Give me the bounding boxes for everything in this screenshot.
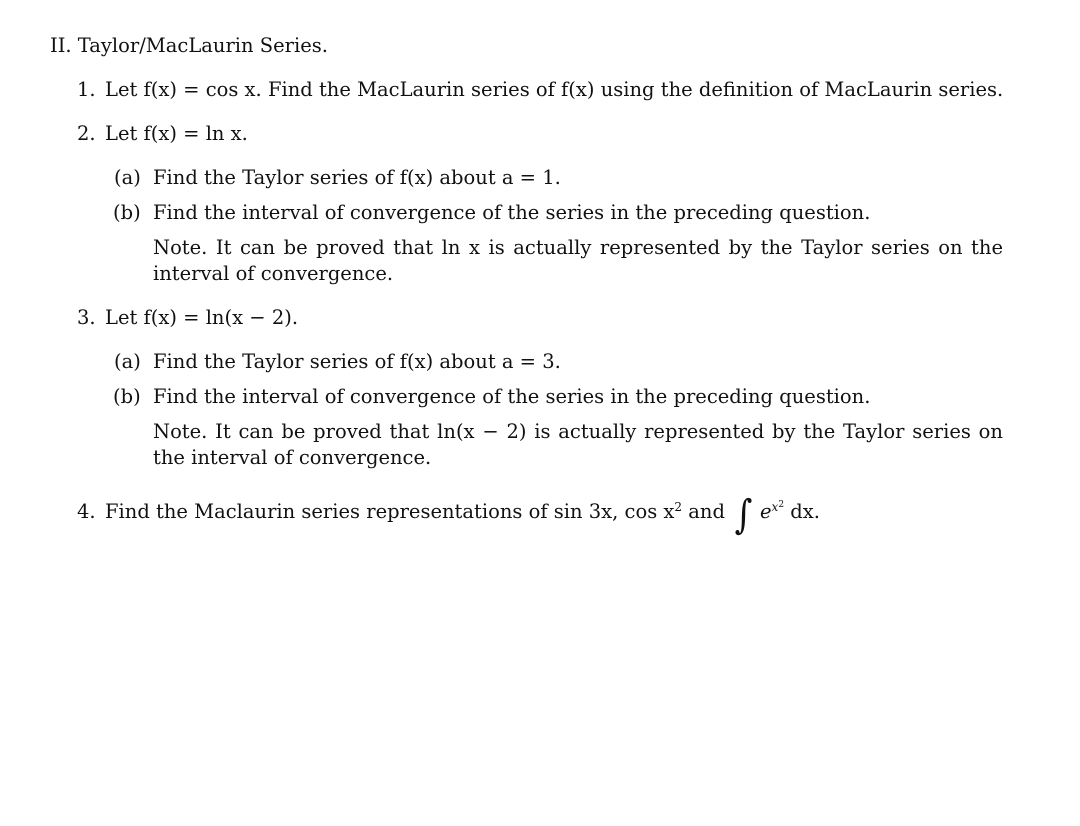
problem-2-number: 2. xyxy=(77,122,96,145)
problem-2a-text: Find the Taylor series of f(x) about a = 1. xyxy=(153,166,561,189)
problem-4-text-before: Find the Maclaurin series representations of sin 3x, cos x xyxy=(105,500,675,523)
problem-4-text-mid: and xyxy=(682,500,732,523)
section-heading: II. Taylor/MacLaurin Series. xyxy=(50,34,328,57)
problem-4-number: 4. xyxy=(77,500,96,523)
problem-2b-label: (b) xyxy=(113,201,141,224)
problem-4-text-after: dx. xyxy=(784,500,820,523)
problem-4-sup: 2 xyxy=(674,500,683,514)
problem-3-text: Let f(x) = ln(x − 2). xyxy=(105,306,299,329)
problem-2-note: Note. It can be proved that ln x is actually represented by the Taylor series on the interval of convergence. xyxy=(153,236,1003,285)
problem-3a-label: (a) xyxy=(114,350,141,373)
problem-3b-text: Find the interval of convergence of the series in the preceding question. xyxy=(153,385,871,408)
problem-3a-text: Find the Taylor series of f(x) about a = 3. xyxy=(153,350,561,373)
problem-1-number: 1. xyxy=(77,78,96,101)
integrand-exp-var: x xyxy=(771,500,779,514)
integral-sign: ∫ xyxy=(734,492,753,538)
problem-2-text: Let f(x) = ln x. xyxy=(105,122,248,145)
problem-3-note: Note. It can be proved that ln(x − 2) is actually represented by the Taylor series on the interval of convergence. xyxy=(153,420,1003,469)
integrand-exponent xyxy=(772,500,785,514)
problem-2a-label: (a) xyxy=(114,166,141,189)
problem-2b-text: Find the interval of convergence of the series in the preceding question. xyxy=(153,201,871,224)
problem-4-text xyxy=(105,492,820,538)
problem-3-number: 3. xyxy=(77,306,96,329)
integrand-base: e xyxy=(759,500,772,523)
problem-1-text: Let f(x) = cos x. Find the MacLaurin series of f(x) using the definition of MacLaurin series. xyxy=(105,78,1004,101)
integrand-exp-sup: 2 xyxy=(778,500,785,510)
problem-3b-label: (b) xyxy=(113,385,141,408)
